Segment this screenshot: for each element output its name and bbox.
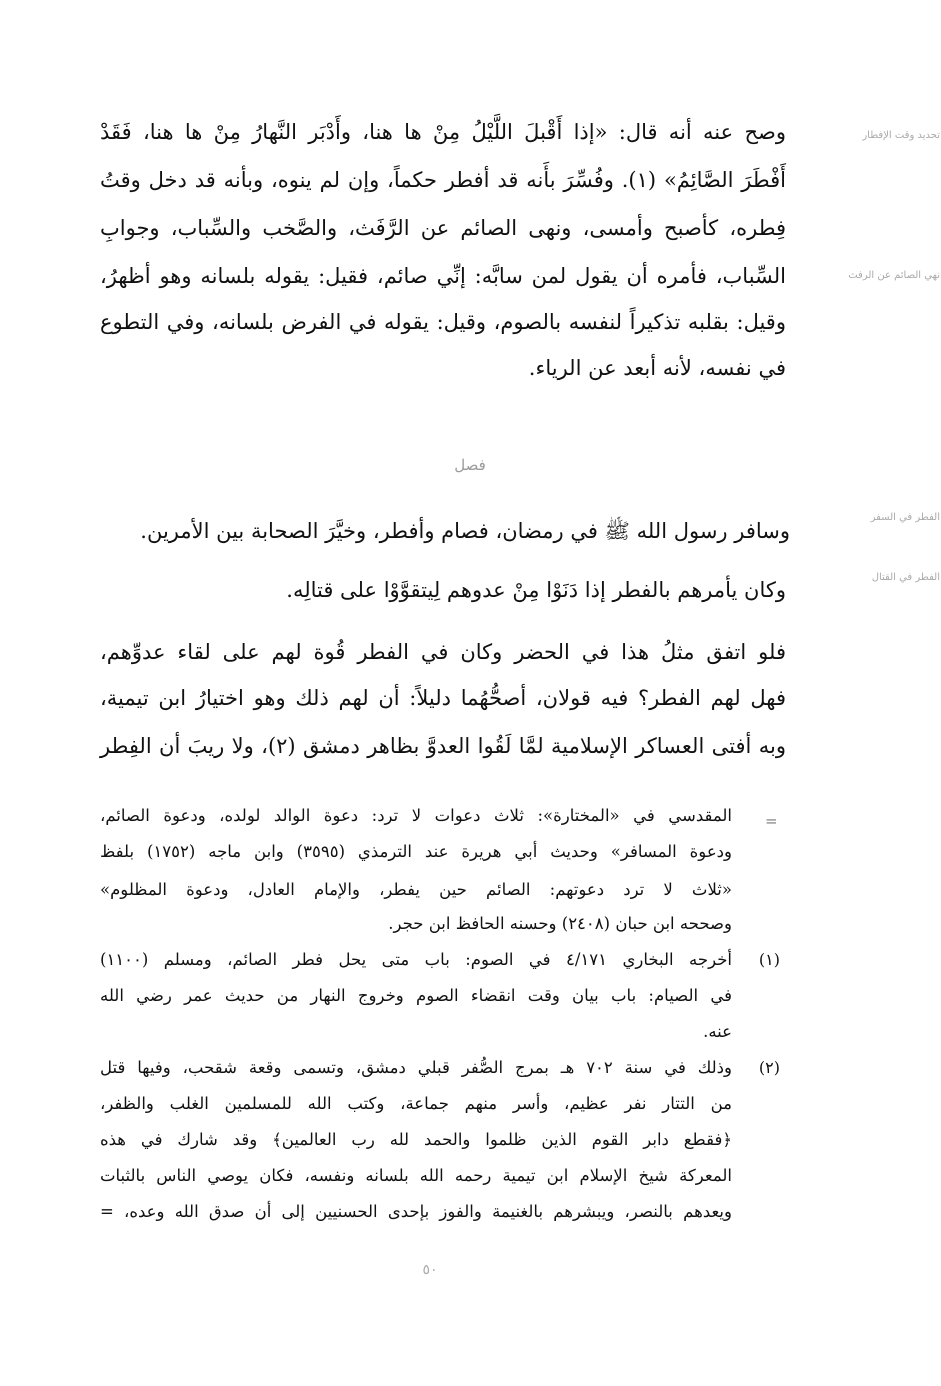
footnote-number: (٢) (758, 1058, 780, 1077)
para1-line: السِّباب، فأمره أن يقول لمن سابَّه: إنِّي صائم، فقيل: يقوله بلسانه وهو أظهرُ، (100, 264, 786, 288)
footnote-line: ودعوة المسافر» وحديث أبي هريرة عند الترمذي (٣٥٩٥) وابن ماجه (١٧٥٢) بلفظ (100, 842, 732, 861)
footnote-line: ويعدهم بالنصر، ويبشرهم بالغنيمة والفوز بإحدى الحسنيين إلى أن صدق الله وعده، = (100, 1202, 732, 1221)
side-note-iftar-time: تحديد وقت الإفطار (862, 130, 940, 141)
side-note-battle-fast: الفطر في القتال (871, 572, 940, 583)
para3-line: فهل لهم الفطر؟ فيه قولان، أصحُّهُما دليلاً: أن لهم ذلك وهو اختيارُ ابن تيمية، (100, 686, 786, 710)
footnote-line: وذلك في سنة ٧٠٢ هـ بمرج الصُّفر قبلي دمشق، وتسمى وقعة شقحب، وفيها قتل (100, 1058, 732, 1077)
page-number: ٥٠ (422, 1262, 438, 1278)
footnote-line: وصححه ابن حبان (٢٤٠٨) وحسنه الحافظ ابن حجر. (388, 914, 732, 933)
footnote-line: ﴿فقطع دابر القوم الذين ظلموا والحمد لله رب العالمين﴾ وقد شارك في هذه (100, 1130, 732, 1149)
para1-line: فِطره، كأصبح وأمسى، ونهى الصائم عن الرَّفَث، والصَّخب والسِّباب، وجوابِ (100, 216, 786, 240)
para2-line: وكان يأمرهم بالفطر إذا دَنَوْا مِنْ عدوهم لِيتقوَّوْا على قتالِه. (286, 578, 786, 602)
continuation-mark: = (765, 812, 778, 830)
footnote-line: من التتار نفر عظيم، وأسر منهم جماعة، وكتب الله للمسلمين الغلب والظفر، (100, 1094, 732, 1113)
side-note-rafath: نهي الصائم عن الرفث (848, 270, 940, 281)
footnote-number: (١) (758, 950, 780, 969)
para3-line: وبه أفتى العساكر الإسلامية لمَّا لَقُوا العدوَّ بظاهر دمشق (٢)، ولا ريبَ أن الفِطر (100, 734, 786, 758)
para1-line: في نفسه، لأنه أبعد عن الرياء. (528, 356, 786, 380)
para1-line: أَفْطَرَ الصَّائِمُ» (١). وفُسِّرَ بأَنه قد أفطر حكماً، وإن لم ينوه، وبأنه قد دخل وقتُ (100, 168, 786, 192)
para1-line: وقيل: بقلبه تذكيراً لنفسه بالصوم، وقيل: يقوله في الفرض بلسانه، وفي التطوع (100, 310, 786, 334)
footnote-line: «ثلاث لا ترد دعوتهم: الصائم حين يفطر، والإمام العادل، ودعوة المظلوم» (100, 880, 732, 899)
section-ornament: فصل (454, 456, 486, 474)
footnote-line: عنه. (703, 1022, 732, 1041)
footnote-line: المعركة شيخ الإسلام ابن تيمية رحمه الله بلسانه ونفسه، فكان يوصي الناس بالثبات (100, 1166, 732, 1185)
footnote-line: في الصيام: باب بيان وقت انقضاء الصوم وخروج النهار من حديث عمر رضي الله (100, 986, 732, 1005)
para2-line: وسافر رسول الله ﷺ في رمضان، فصام وأفطر، وخيَّرَ الصحابة بين الأمرين. (140, 519, 790, 543)
para3-line: فلو اتفق مثلُ هذا في الحضر وكان في الفطر قُوة لهم على لقاء عدوِّهم، (100, 640, 786, 664)
footnote-line: أخرجه البخاري ٤/١٧١ في الصوم: باب متى يحل فطر الصائم، ومسلم (١١٠٠) (100, 950, 732, 969)
side-note-travel-fast: الفطر في السفر (870, 512, 940, 523)
para1-line: وصح عنه أنه قال: «إذا أَقْبلَ اللَّيْلُ مِنْ ها هنا، وأَدْبَر النَّهارُ مِنْ ها هنا، فَقَدْ (100, 120, 786, 144)
footnote-line: المقدسي في «المختارة»: ثلاث دعوات لا ترد: دعوة الوالد لولده، ودعوة الصائم، (100, 806, 732, 825)
